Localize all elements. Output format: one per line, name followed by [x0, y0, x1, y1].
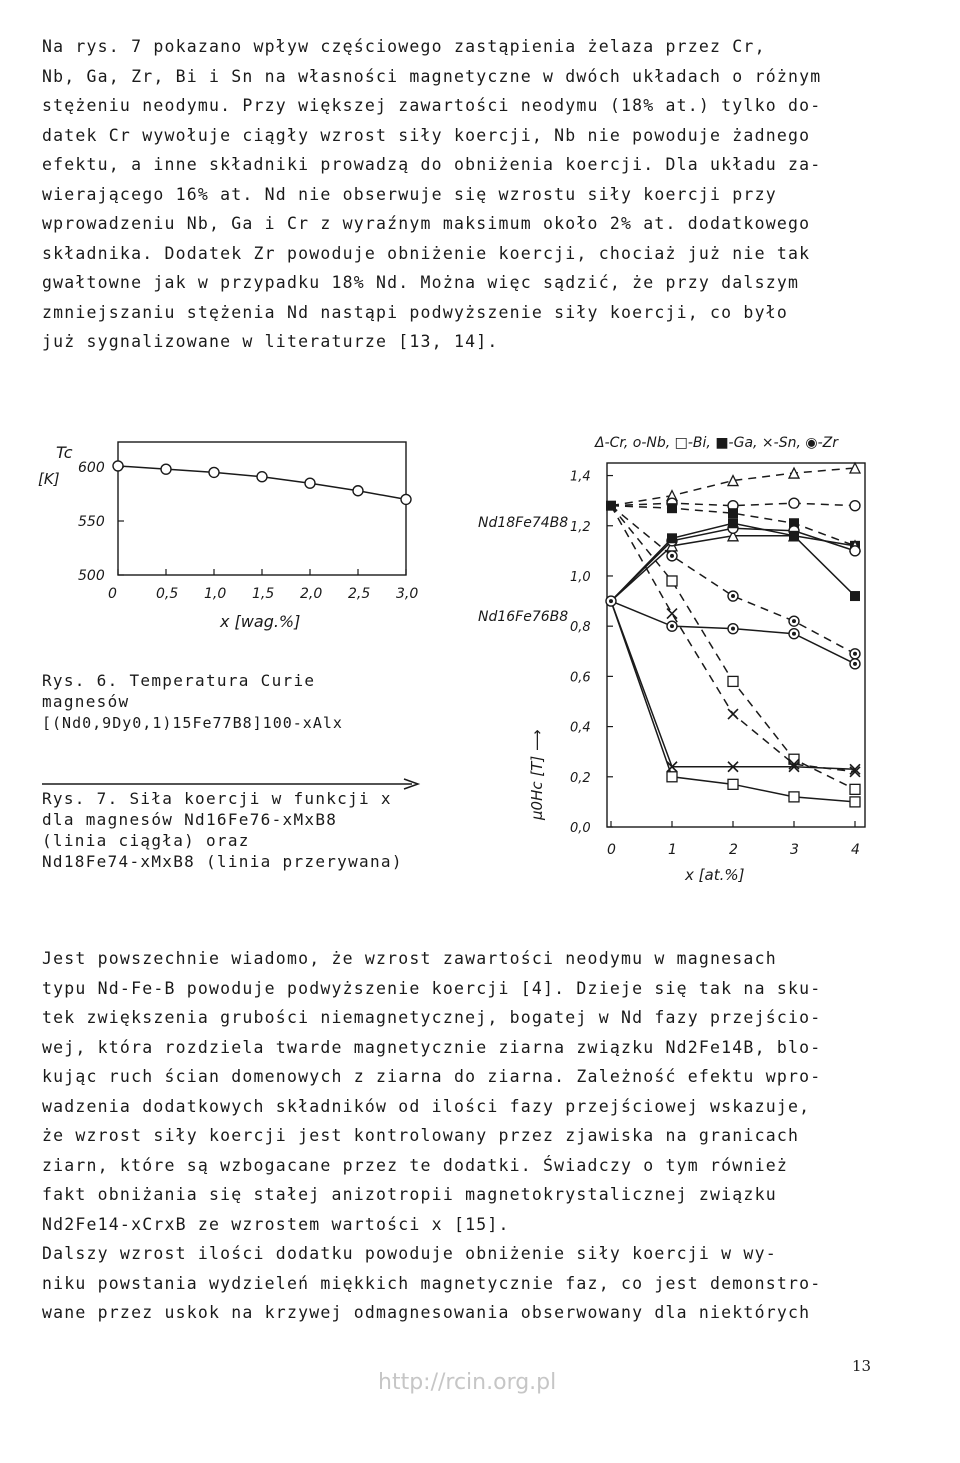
figure-6-chart [30, 430, 430, 640]
figure-7-chart [470, 425, 910, 895]
y-tick-label: 0,6 [570, 670, 591, 686]
caption-line: Nd18Fe74-xMxB8 (linia przerywana) [42, 852, 403, 871]
point-square [789, 792, 799, 802]
text-line: ziarn, które są wzbogacane przez te dodatki. Świadczy o tym również [42, 1155, 788, 1175]
y-tick-label: 1,4 [570, 469, 591, 485]
x-tick-label: 1,0 [204, 586, 227, 602]
text-line: zmniejszaniu stężenia Nd nastąpi podwyższenie siły koercji, co było [42, 302, 788, 322]
x-tick-label: 0 [607, 842, 616, 858]
point-circle [161, 464, 171, 474]
caption-line: dla magnesów Nd16Fe76-xMxB8 [42, 810, 338, 829]
y-tick-label: 0,4 [570, 720, 591, 736]
point-dot [670, 624, 674, 628]
point-dot [853, 662, 857, 666]
label-nd18: Nd18Fe74B8 [478, 515, 569, 531]
y-tick-label: 550 [78, 514, 105, 530]
point-square [728, 779, 738, 789]
point-dot [609, 599, 613, 603]
point-dot [731, 627, 735, 631]
text-line: Dalszy wzrost ilości dodatku powoduje obniżenie siły koercji w wy- [42, 1244, 777, 1263]
text-line: kując ruch ścian domenowych z ziarna do ziarna. Zależność efektu wpro- [42, 1067, 822, 1086]
figure-7-caption [42, 788, 403, 872]
figure-7-marks [606, 463, 860, 807]
text-line: Nd2Fe14-xCrxB ze wzrostem wartości x [15]. [42, 1214, 510, 1234]
point-circle [401, 494, 411, 504]
y-tick-label: 0,2 [570, 770, 591, 786]
point-square [667, 772, 677, 782]
text-line: wane przez uskok na krzywej odmagnesowania obserwowany dla niektórych [42, 1303, 811, 1322]
point-square-filled [606, 501, 616, 511]
point-circle [353, 486, 363, 496]
point-cross [667, 609, 677, 619]
y-tick-label: 0,0 [570, 821, 591, 836]
text-line: fakt obniżania się stałej anizotropii magnetokrystalicznej związku [42, 1185, 777, 1204]
point-circle [209, 467, 219, 477]
point-dot [853, 652, 857, 656]
x-tick-label: 2 [729, 842, 738, 858]
text-line: niku powstania wydzieleń miękkich magnetycznie faz, co jest demonstro- [42, 1273, 822, 1293]
x-tick-label: 2,0 [300, 586, 323, 602]
text-line: że wzrost siły koercji jest kontrolowany przez zjawiska na granicach [42, 1126, 800, 1145]
point-square-filled [789, 531, 799, 541]
paragraph-2 [42, 944, 872, 1328]
x-tick-label: 0 [108, 586, 117, 602]
caption-line: (linia ciągła) oraz [42, 831, 250, 850]
point-circle [113, 461, 123, 471]
figure-6-marks [113, 461, 411, 504]
point-dot [792, 632, 796, 636]
series-line-bi [611, 506, 855, 790]
figure-6-formula: [(Nd0,9Dy0,1)15Fe77B8]100-xAlx [42, 714, 343, 732]
x-tick-label: 3 [790, 842, 799, 858]
text-line: typu Nd-Fe-B powoduje podwyższenie koercji [4]. Dzieje się tak na sku- [42, 978, 822, 998]
page-number: 13 [852, 1357, 872, 1375]
point-square [850, 784, 860, 794]
x-tick-label: 3,0 [396, 586, 419, 602]
text-line: wej, która rozdziela twarde magnetycznie ziarna związku Nd2Fe14B, blo- [42, 1037, 822, 1057]
text-line: gwałtowne jak w przypadku 18% Nd. Można więc sądzić, że przy dalszym [42, 273, 800, 292]
text-line: wadzenia dodatkowych składników od ilości fazy przejściowej wskazuje, [42, 1096, 811, 1116]
point-cross [728, 709, 738, 719]
text-line: już sygnalizowane w literaturze [13, 14]. [42, 332, 499, 351]
caption-line: Rys. 6. Temperatura Curie [42, 671, 316, 690]
plot-frame [118, 442, 406, 575]
y-tick-label: 1,0 [570, 569, 591, 585]
x-tick-label: 0,5 [156, 586, 179, 602]
point-dot [670, 554, 674, 558]
point-square-filled [667, 533, 677, 543]
point-square [850, 797, 860, 807]
figure-7-ylabel: μ0Hc [T] ⟶ [528, 729, 546, 820]
point-square-filled [850, 591, 860, 601]
y-tick-label: 1,2 [570, 519, 591, 535]
point-square [728, 676, 738, 686]
figure-7-xlabel: x [at.%] [685, 866, 745, 884]
text-line: Jest powszechnie wiadomo, że wzrost zawartości neodymu w magnesach [42, 949, 777, 968]
figure-6-ylabel-unit: [K] [38, 470, 60, 488]
text-line: efektu, a inne składniki prowadzą do obniżenia koercji. Dla układu za- [42, 155, 822, 174]
x-tick-label: 2,5 [348, 586, 371, 602]
point-square-filled [728, 518, 738, 528]
figure-6-caption [42, 670, 315, 712]
x-tick-label: 1,5 [252, 586, 275, 602]
point-circle [850, 501, 860, 511]
text-line: Na rys. 7 pokazano wpływ częściowego zastąpienia żelaza przez Cr, [42, 37, 766, 56]
y-tick-label: 0,8 [570, 620, 591, 636]
text-line: Nb, Ga, Zr, Bi i Sn na własności magnetyczne w dwóch układach o różnym [42, 66, 822, 86]
text-line: wierającego 16% at. Nd nie obserwuje się wzrostu siły koercji przy [42, 184, 777, 204]
label-nd16: Nd16Fe76B8 [478, 609, 569, 625]
point-circle [305, 478, 315, 488]
watermark: http://rcin.org.pl [378, 1370, 557, 1395]
text-line: składnika. Dodatek Zr powoduje obniżenie koercji, chociaż już nie tak [42, 243, 811, 263]
y-tick-label: 500 [78, 568, 105, 584]
figure-6-ylabel-symbol: Tc [56, 443, 73, 462]
point-square-filled [728, 508, 738, 518]
point-square-filled [667, 503, 677, 513]
point-circle [850, 546, 860, 556]
x-tick-label: 1 [668, 842, 677, 858]
figure-6-xlabel: x [wag.%] [220, 612, 301, 631]
point-circle [789, 498, 799, 508]
text-line: wprowadzeniu Nb, Ga i Cr z wyraźnym maksimum około 2% at. dodatkowego [42, 214, 811, 233]
caption-line: magnesów [42, 692, 130, 711]
text-line: tek zwiększenia grubości niemagnetycznej, bogatej w Nd fazy przejścio- [42, 1008, 822, 1027]
point-circle [257, 472, 267, 482]
series-line-sn [611, 506, 855, 772]
text-line: datek Cr wywołuje ciągły wzrost siły koercji, Nb nie powoduje żadnego [42, 125, 811, 145]
point-square [667, 576, 677, 586]
caption-line: Rys. 7. Siła koercji w funkcji x [42, 789, 392, 808]
point-dot [792, 619, 796, 623]
paragraph-1 [42, 32, 872, 357]
text-line: stężeniu neodymu. Przy większej zawartości neodymu (18% at.) tylko do- [42, 96, 822, 115]
x-tick-label: 4 [851, 842, 860, 858]
y-tick-label: 600 [78, 460, 105, 476]
figure-7-legend: Δ-Cr, o-Nb, □-Bi, ■-Ga, ×-Sn, ◉-Zr [595, 435, 838, 451]
point-dot [731, 594, 735, 598]
